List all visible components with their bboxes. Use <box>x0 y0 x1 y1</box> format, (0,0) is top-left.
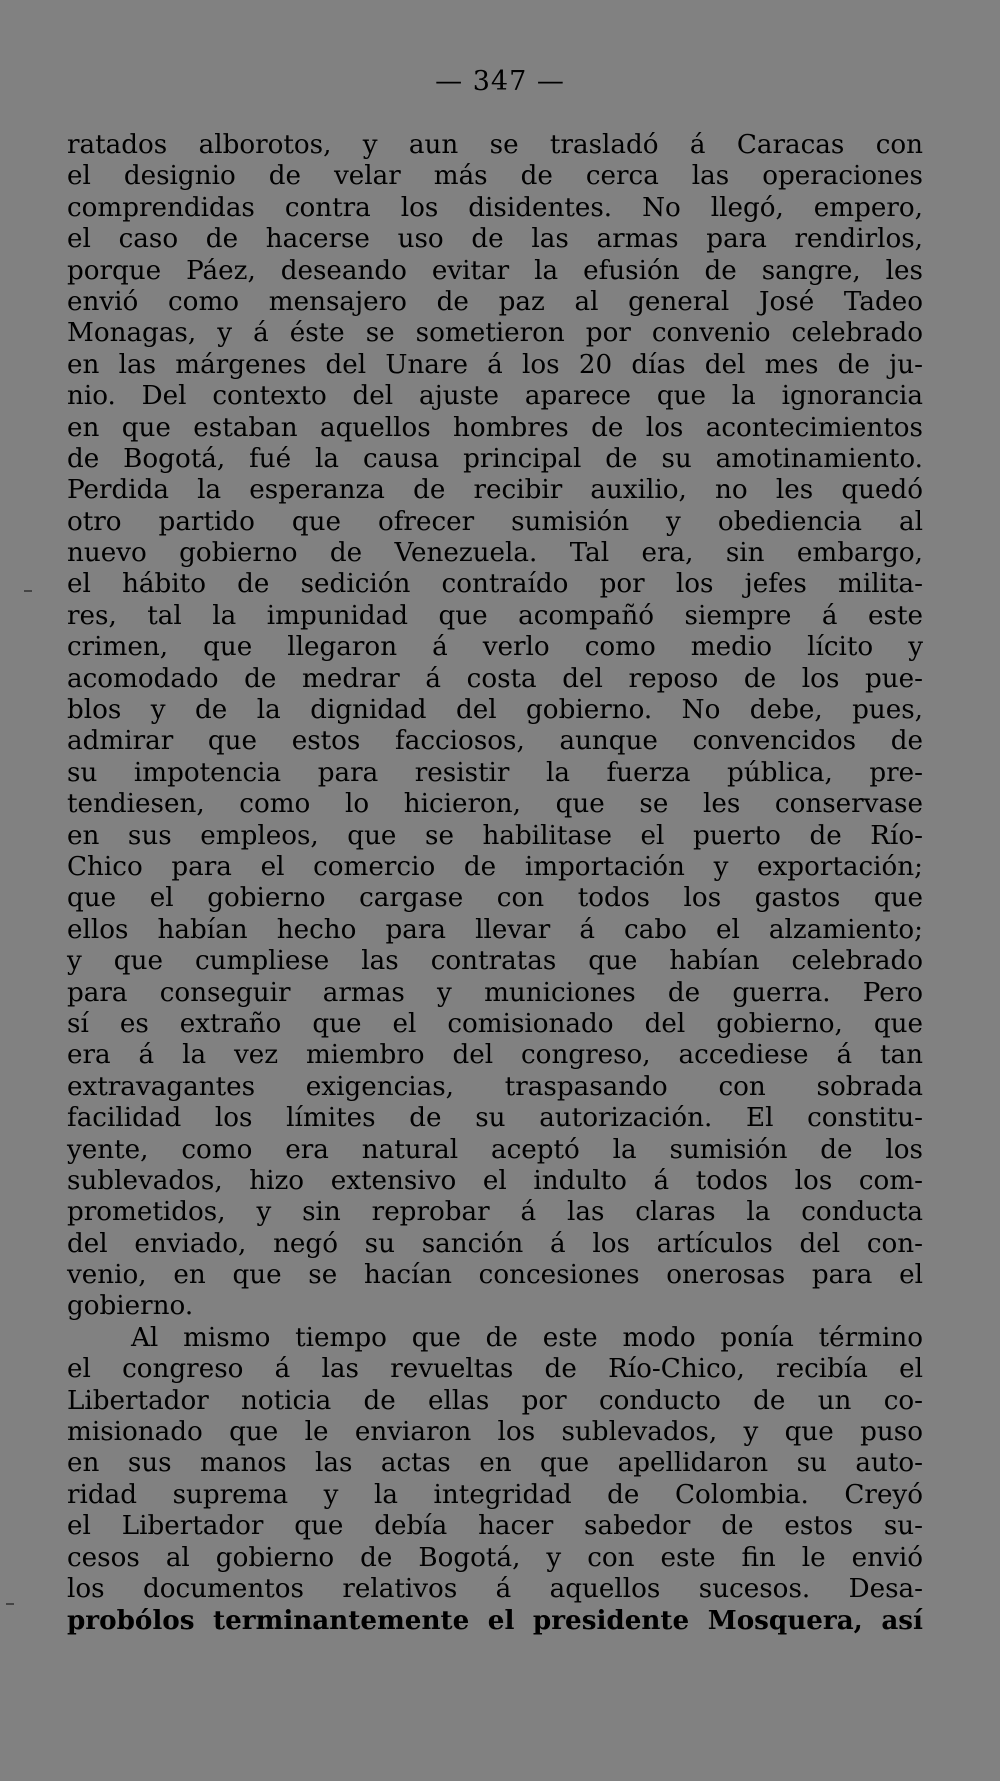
text-line: cesos al gobierno de Bogotá, y con este fin le envió <box>67 1542 923 1573</box>
text-line: para conseguir armas y municiones de guerra. Pero <box>67 977 923 1008</box>
text-line: ellos habían hecho para llevar á cabo el alzamiento; <box>67 914 923 945</box>
text-line: facilidad los límites de su autorización. El constitu- <box>67 1103 923 1134</box>
text-line: yente, como era natural aceptó la sumisión de los <box>67 1134 923 1165</box>
text-line: y que cumpliese las contratas que habían celebrado <box>67 946 923 977</box>
text-line: Perdida la esperanza de recibir auxilio, no les quedó <box>67 475 923 506</box>
margin-mark <box>24 590 32 592</box>
text-line: misionado que le enviaron los sublevados, y que puso <box>67 1417 923 1448</box>
text-line: Monagas, y á éste se sometieron por convenio celebrado <box>67 318 923 349</box>
text-line: era á la vez miembro del congreso, accediese á tan <box>67 1040 923 1071</box>
text-line: en las márgenes del Unare á los 20 días del mes de ju- <box>67 349 923 380</box>
text-line: el congreso á las revueltas de Río-Chico, recibía el <box>67 1354 923 1385</box>
text-line: nio. Del contexto del ajuste aparece que la ignorancia <box>67 381 923 412</box>
text-line: res, tal la impunidad que acompañó siempre á este <box>67 600 923 631</box>
text-line: en sus manos las actas en que apellidaron su auto- <box>67 1448 923 1479</box>
page-number: — 347 — <box>435 66 565 97</box>
text-line: en sus empleos, que se habilitase el puerto de Río- <box>67 820 923 851</box>
text-line: de Bogotá, fué la causa principal de su amotinamiento. <box>67 443 923 474</box>
text-line: Chico para el comercio de importación y exportación; <box>67 851 923 882</box>
text-line: los documentos relativos á aquellos sucesos. Desa- <box>67 1573 923 1604</box>
text-line: admirar que estos facciosos, aunque convencidos de <box>67 726 923 757</box>
text-line: sublevados, hizo extensivo el indulto á todos los com- <box>67 1165 923 1196</box>
text-line: su impotencia para resistir la fuerza pública, pre- <box>67 757 923 788</box>
text-line: Al mismo tiempo que de este modo ponía término <box>131 1322 923 1353</box>
text-line: crimen, que llegaron á verlo como medio lícito y <box>67 632 923 663</box>
text-line: ratados alborotos, y aun se trasladó á Caracas con <box>67 130 923 160</box>
text-line: sí es extraño que el comisionado del gobierno, que <box>67 1008 923 1039</box>
text-line: prometidos, y sin reprobar á las claras la conducta <box>67 1197 923 1228</box>
text-line: el caso de hacerse uso de las armas para rendirlos, <box>67 224 923 255</box>
text-line: blos y de la dignidad del gobierno. No debe, pues, <box>67 695 923 726</box>
text-line: acomodado de medrar á costa del reposo de los pue- <box>67 663 923 694</box>
text-line: en que estaban aquellos hombres de los acontecimientos <box>67 412 923 443</box>
text-line: Libertador noticia de ellas por conducto de un co- <box>67 1385 923 1416</box>
text-line: envió como mensajero de paz al general José Tadeo <box>67 286 923 317</box>
text-line: tendiesen, como lo hicieron, que se les conservase <box>67 789 923 820</box>
text-line: porque Páez, deseando evitar la efusión de sangre, les <box>67 255 923 286</box>
text-line: nuevo gobierno de Venezuela. Tal era, sin embargo, <box>67 538 923 569</box>
text-line: venio, en que se hacían concesiones onerosas para el <box>67 1260 923 1291</box>
text-line: que el gobierno cargase con todos los gastos que <box>67 883 923 914</box>
text-line: otro partido que ofrecer sumisión y obediencia al <box>67 506 923 537</box>
text-line: comprendidas contra los disidentes. No llegó, empero, <box>67 192 923 223</box>
text-line: extravagantes exigencias, traspasando con sobrada <box>67 1071 923 1102</box>
text-line: probólos terminantemente el presidente Mosquera, así <box>67 1605 923 1637</box>
text-line: del enviado, negó su sanción á los artículos del con- <box>67 1228 923 1259</box>
text-line: ridad suprema y la integridad de Colombia. Creyó <box>67 1479 923 1510</box>
margin-mark <box>6 1603 14 1605</box>
text-line: el designio de velar más de cerca las operaciones <box>67 161 923 192</box>
body-text <box>67 130 923 1637</box>
text-line: el hábito de sedición contraído por los jefes milita- <box>67 569 923 600</box>
text-line: gobierno. <box>67 1291 194 1322</box>
text-line: el Libertador que debía hacer sabedor de estos su- <box>67 1511 923 1542</box>
